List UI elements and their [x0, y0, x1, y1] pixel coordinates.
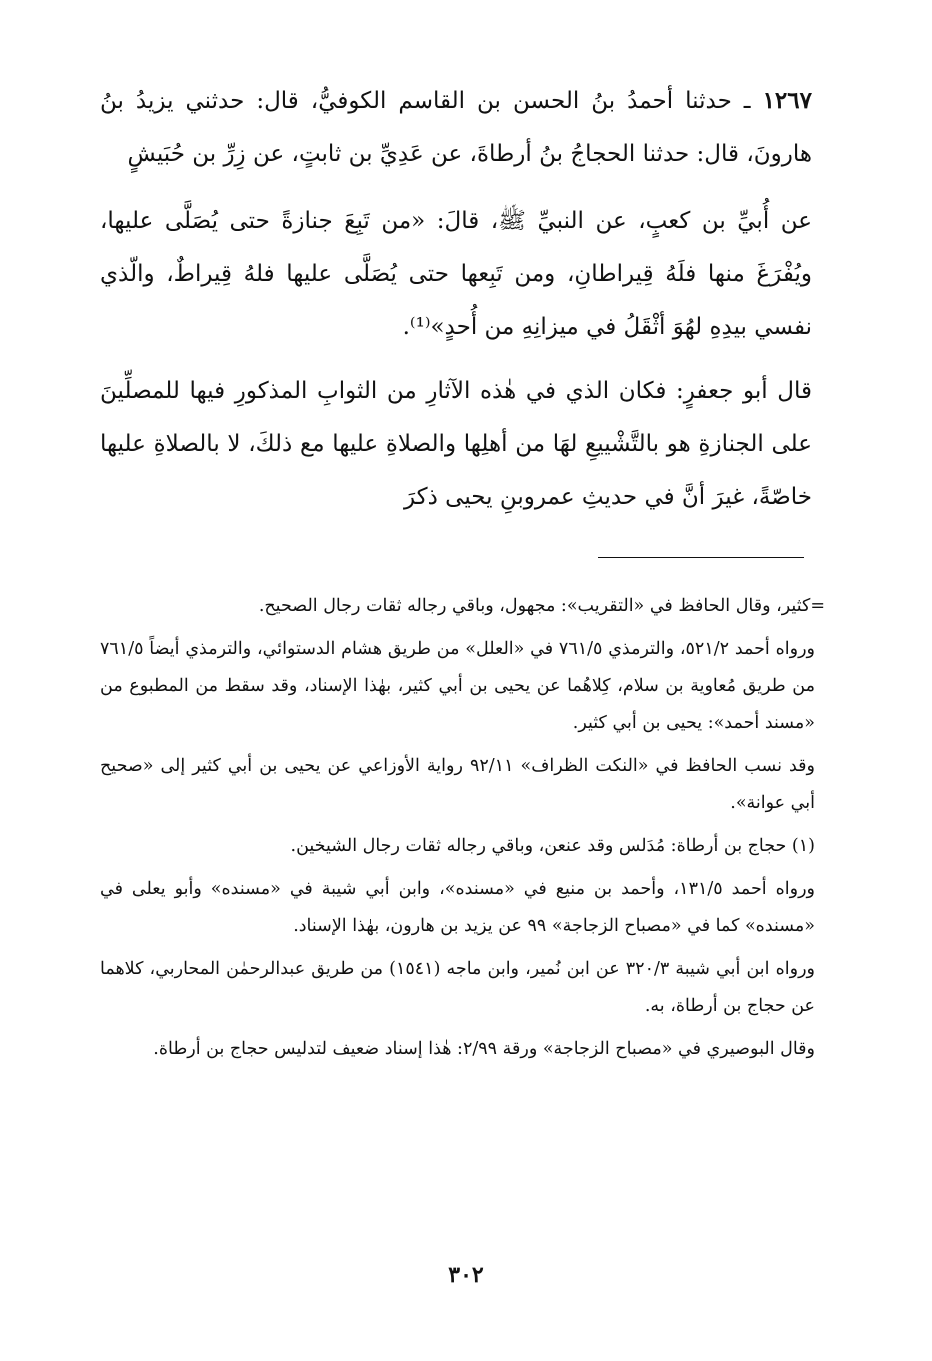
- hadith-matn: عن أُبيِّ بن كعبٍ، عن النبيِّ ﷺ، قالَ: «من تَبِعَ جنازةً حتى يُصَلَّى عليها، ويُفْرَغَ منها فلَهُ قِيراطانِ، ومن تَبِعها حتى يُصَلَّى عليها فلهُ قِيراطٌ، والّذي نفسي بيدِهِ لهُوَ أثْقَلُ في ميزانِهِ من أُحدٍ»⁽¹⁾.: [100, 208, 812, 340]
- footnote-separator: [598, 557, 804, 558]
- footnote-paragraph: ورواه أحمد ٥٢١/٢، والترمذي ٧٦١/٥ في «العلل» من طريق هشام الدستوائي، والترمذي أيضاً ٧٦١/٥ من طريق مُعاوية بن سلام، كِلاهُما عن يحيى بن أبي كثير، بهٰذا الإسناد، وقد سقط من المطبوع من «مسند أحمد»: يحيى بن أبي كثير.: [100, 639, 815, 733]
- footnotes: [100, 588, 825, 1074]
- footnote-continuation: =كثير، وقال الحافظ في «التقريب»: مجهول، وباقي رجاله ثقات رجال الصحيح.: [258, 596, 825, 616]
- footnote-paragraph: ورواه أحمد ١٣١/٥، وأحمد بن منيع في «مسنده»، وابن أبي شيبة في «مسنده» وأبو يعلى في «مسنده» كما في «مصباح الزجاجة» ٩٩ عن يزيد بن هارون، بهٰذا الإسناد.: [100, 879, 815, 936]
- page-number: ٣٠٢: [448, 1262, 484, 1288]
- hadith-number: ١٢٦٧: [762, 87, 812, 114]
- main-text: [100, 74, 812, 535]
- author-commentary: قال أبو جعفرٍ: فكان الذي في هٰذه الآثارِ من الثوابِ المذكورِ فيها للمصلِّينَ على الجنازةِ هو بالتَّشْييعِ لهَا من أهلِها والصلاةِ عليها مع ذلكَ، لا بالصلاةِ عليها خاصّةً، غيرَ أنَّ في حديثِ عمروبنِ يحيى ذكرَ: [100, 378, 812, 510]
- hadith-isnad: ـ حدثنا أحمدُ بنُ الحسن بن القاسم الكوفيُّ، قال: حدثني يزيدُ بنُ هارونَ، قال: حدثنا الحجاجُ بنُ أرطاةَ، عن عَدِيِّ بن ثابتٍ، عن زِرِّ بن حُبَيشٍ: [100, 88, 812, 167]
- footnote-1: (١) حجاج بن أرطاة: مُدَلس وقد عنعن، وباقي رجاله ثقات رجال الشيخين.: [290, 836, 815, 856]
- hadith-isnad-paragraph: [100, 74, 812, 181]
- footnote-paragraph: ورواه ابن أبي شيبة ٣٢٠/٣ عن ابن نُمير، وابن ماجه (١٥٤١) من طريق عبدالرحمٰن المحاربي، كلاهما عن حجاج بن أرطاة، به.: [100, 959, 815, 1016]
- footnote-paragraph: وقد نسب الحافظ في «النكت الظراف» ٩٢/١١ رواية الأوزاعي عن يحيى بن أبي كثير إلى «صحيح أبي عوانة».: [100, 756, 815, 813]
- footnote-paragraph: وقال البوصيري في «مصباح الزجاجة» ورقة ٢/٩٩: هٰذا إسناد ضعيف لتدليس حجاج بن أرطاة.: [153, 1039, 815, 1059]
